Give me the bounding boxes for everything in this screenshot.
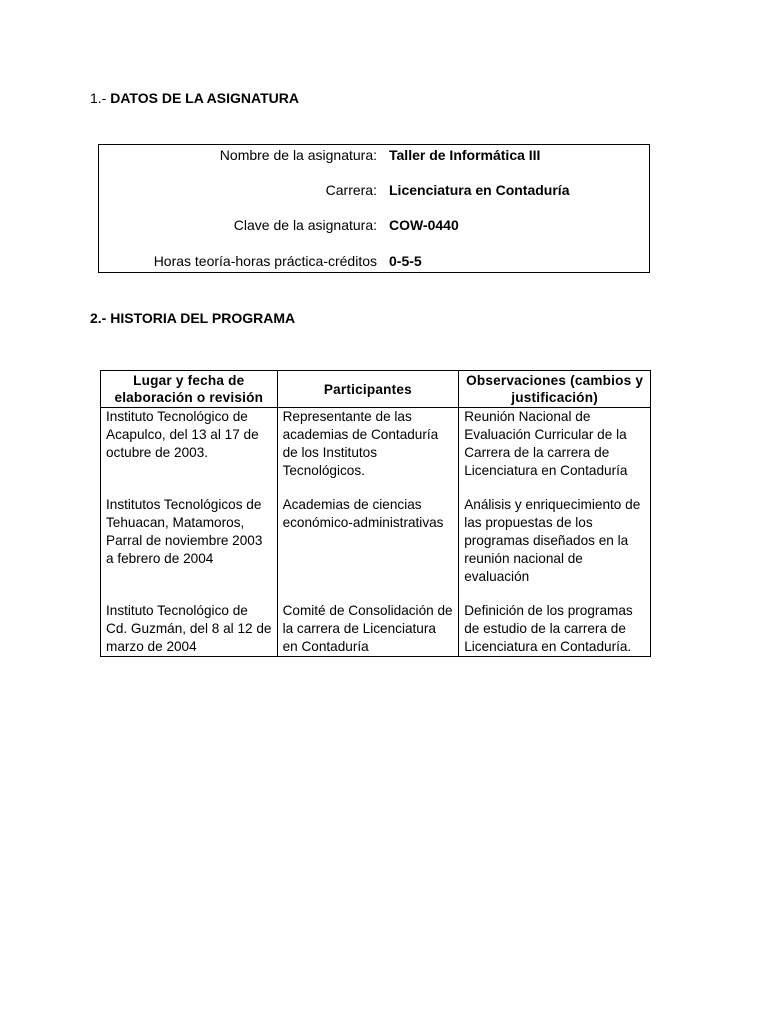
place-date-text: Instituto Tecnológico de Cd. Guzmán, del 8 al 12 de marzo de 2004	[106, 603, 272, 654]
table-header-row	[101, 371, 651, 408]
subject-name-row	[99, 147, 649, 167]
hours-credits-value: 0-5-5	[389, 253, 422, 269]
career-label: Carrera:	[325, 182, 377, 198]
subject-key-row	[99, 217, 649, 237]
table-cell	[459, 602, 651, 657]
subject-name-label: Nombre de la asignatura:	[219, 147, 377, 163]
table-row	[101, 496, 651, 602]
header-place-date: Lugar y fecha de elaboración o revisión	[101, 371, 278, 408]
subject-key-label: Clave de la asignatura:	[233, 217, 377, 233]
table-cell	[101, 602, 278, 657]
table-cell	[101, 496, 278, 602]
program-history-table	[100, 370, 651, 657]
table-cell	[459, 408, 651, 497]
observations-text: Definición de los programas de estudio de la carrera de Licenciatura en Contaduría.	[464, 603, 633, 654]
subject-key-value: COW-0440	[389, 217, 459, 233]
subject-name-value: Taller de Informática III	[389, 147, 541, 163]
table-cell	[101, 408, 278, 497]
table-cell	[459, 496, 651, 602]
hours-credits-row	[99, 253, 649, 273]
place-date-text: Institutos Tecnológicos de Tehuacan, Matamoros, Parral de noviembre 2003 a febrero de 2004	[106, 497, 263, 566]
section-1-heading	[90, 90, 299, 106]
header-participants: Participantes	[277, 371, 459, 408]
observations-text: Reunión Nacional de Evaluación Curricular de la Carrera de la carrera de Licenciatura en Contaduría	[464, 409, 628, 478]
table-cell	[277, 602, 459, 657]
table-cell	[277, 408, 459, 497]
hours-credits-label: Horas teoría-horas práctica-créditos	[153, 253, 377, 269]
header-observations: Observaciones (cambios y justificación)	[459, 371, 651, 408]
section-1-title: DATOS DE LA ASIGNATURA	[110, 90, 299, 106]
section-1-number: 1.-	[90, 90, 107, 106]
table-row	[101, 408, 651, 497]
section-2-title: 2.- HISTORIA DEL PROGRAMA	[90, 310, 296, 326]
career-row	[99, 182, 649, 202]
place-date-text: Instituto Tecnológico de Acapulco, del 13 al 17 de octubre de 2003.	[106, 409, 259, 460]
participants-text: Representante de las academias de Contaduría de los Institutos Tecnológicos.	[282, 409, 439, 478]
observations-text: Análisis y enriquecimiento de las propuestas de los programas diseñados en la reunión nacional de evaluación	[464, 497, 641, 584]
participants-text: Comité de Consolidación de la carrera de Licenciatura en Contaduría	[282, 603, 453, 654]
table-row	[101, 602, 651, 657]
subject-data-box	[98, 144, 650, 273]
table-cell	[277, 496, 459, 602]
participants-text: Academias de ciencias económico-administrativas	[282, 497, 444, 530]
career-value: Licenciatura en Contaduría	[389, 182, 570, 198]
